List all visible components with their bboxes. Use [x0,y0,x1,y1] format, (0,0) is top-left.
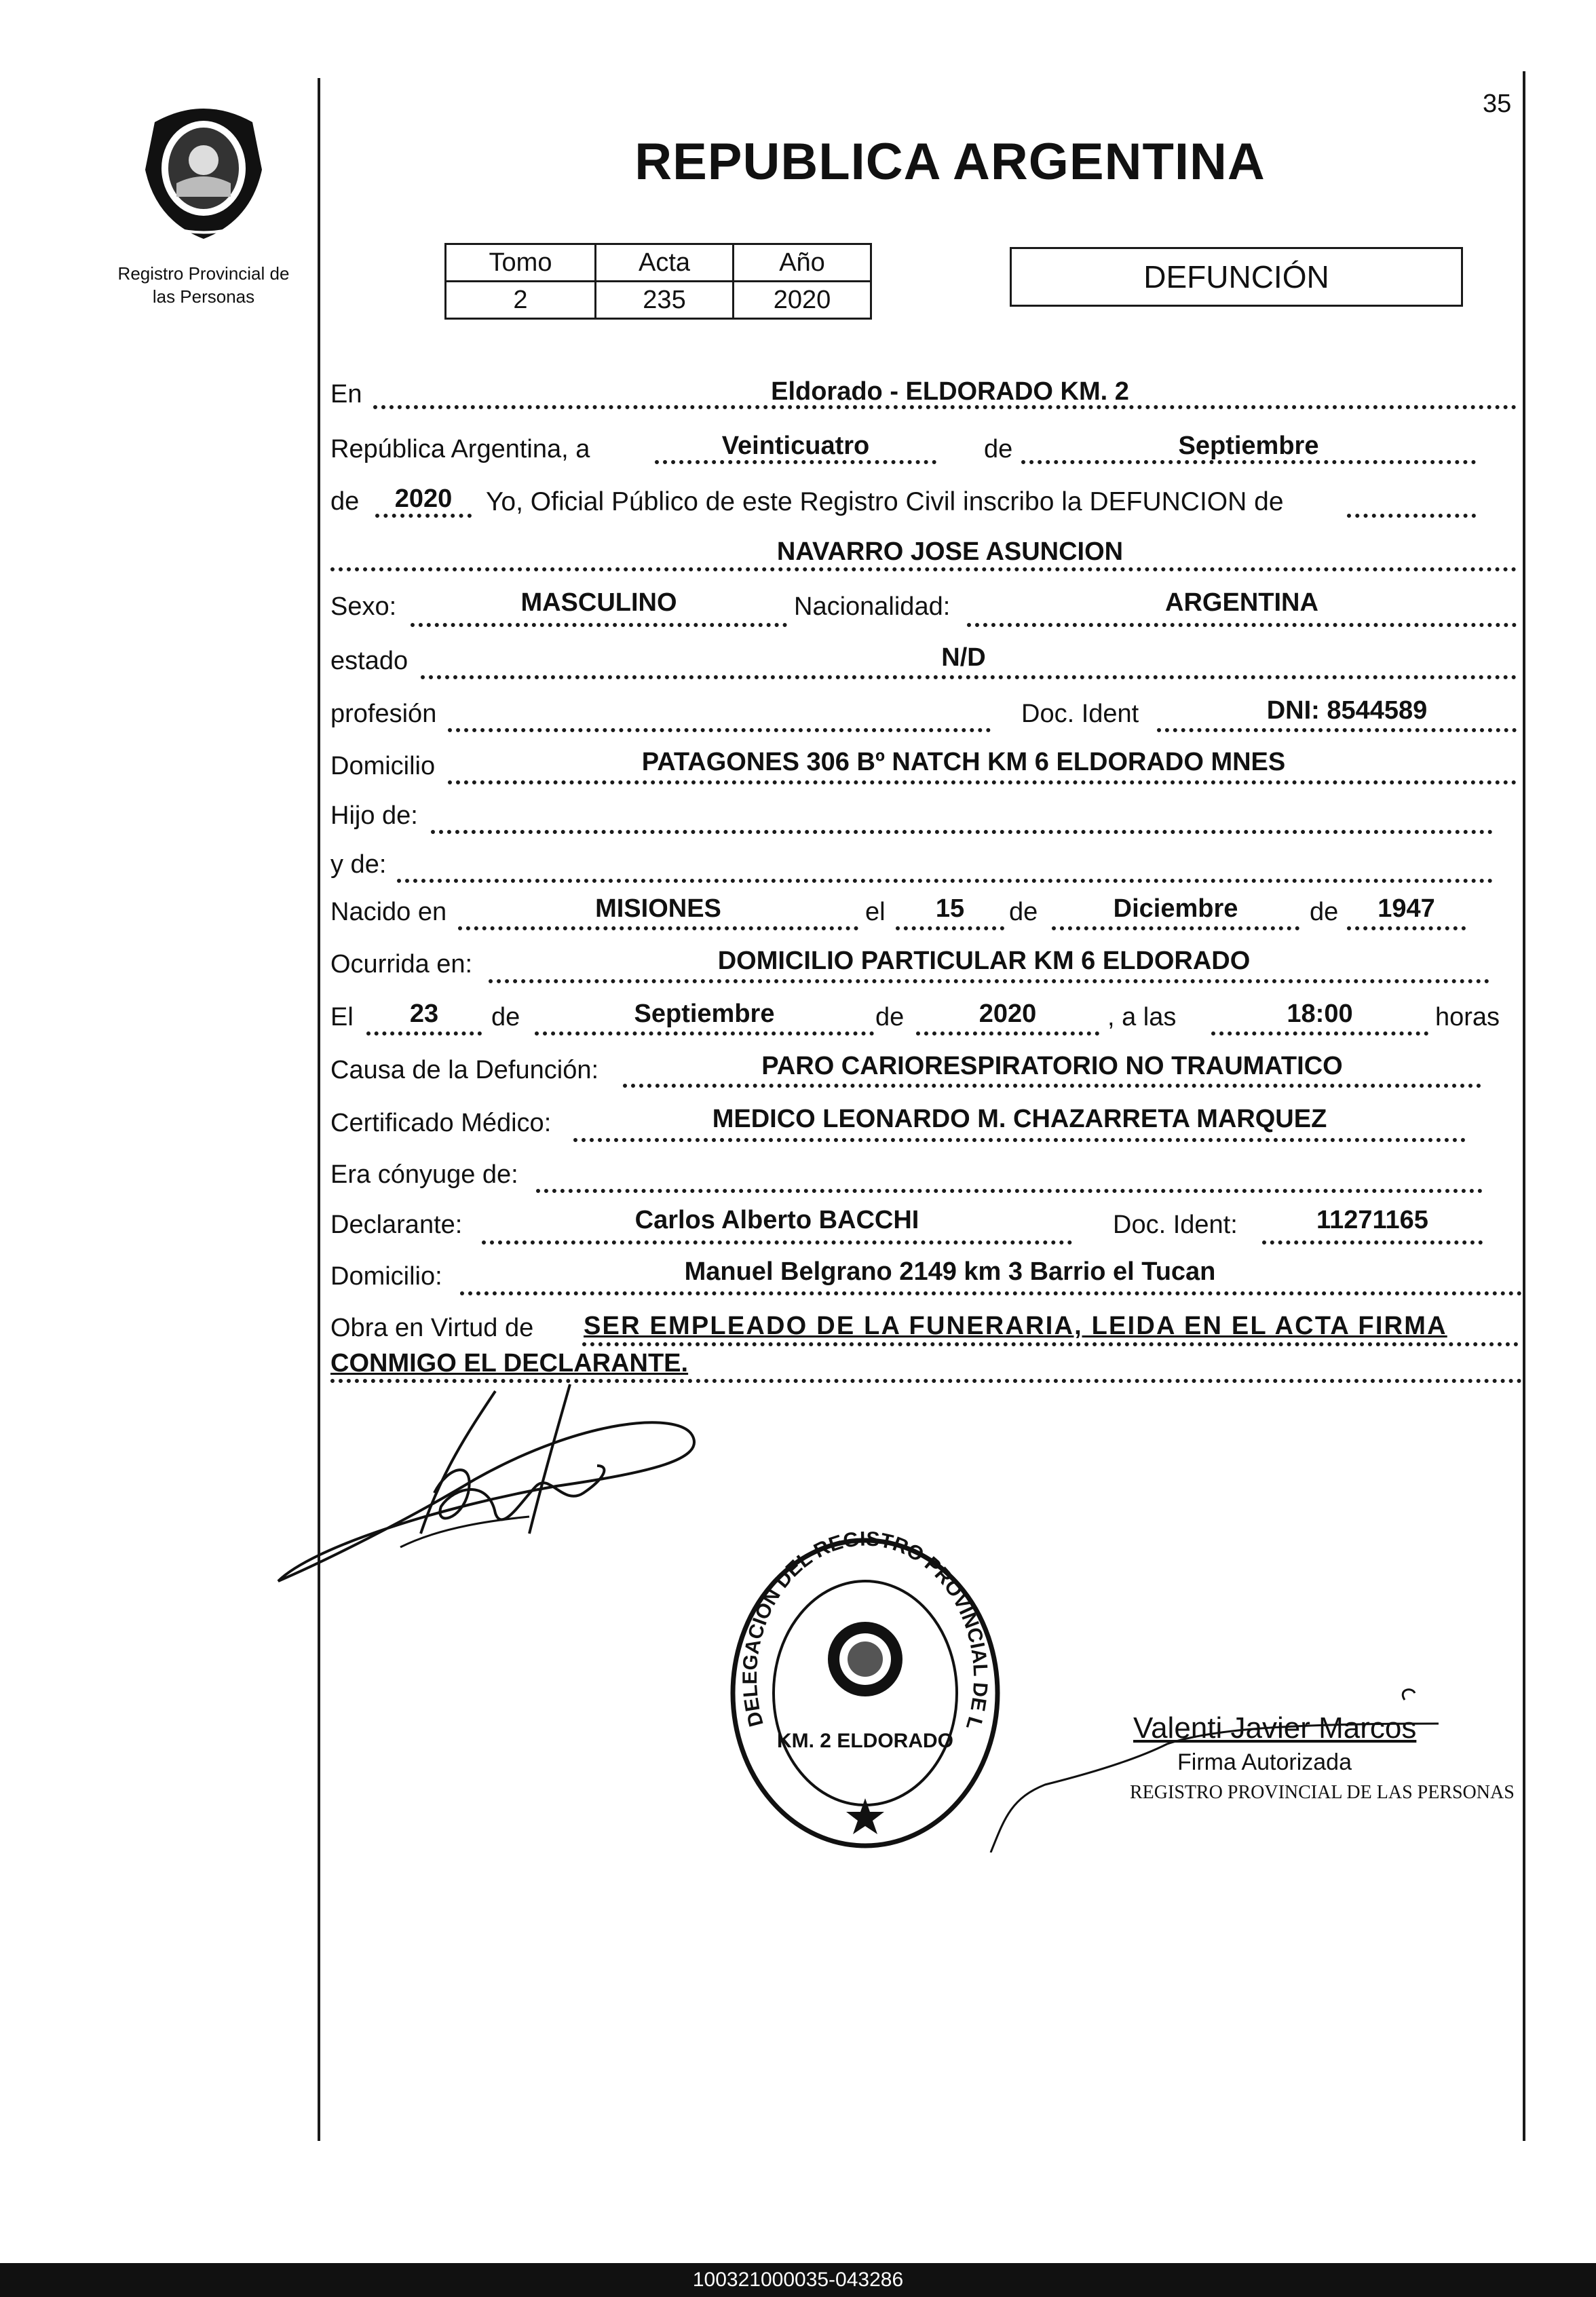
registry-logo [129,95,278,244]
document-footer [0,2263,1596,2297]
value-nacido-month: Diciembre [1113,894,1238,923]
label-conyuge: Era cónyuge de: [330,1160,518,1189]
header-tomo: Tomo [446,244,596,282]
label-causa: Causa de la Defunción: [330,1056,599,1084]
dotline-day [655,460,936,464]
dotline-doc [1157,728,1517,732]
record-type: DEFUNCIÓN [1010,247,1463,307]
dotline-domicilio [448,780,1517,784]
record-table [444,243,872,320]
label-republica: República Argentina, a [330,435,590,463]
value-ocurrida: DOMICILIO PARTICULAR KM 6 ELDORADO [717,947,1251,975]
dotline-conyuge [536,1189,1483,1193]
misiones-seal-icon [129,95,278,244]
label-ocurrida: Ocurrida en: [330,950,473,979]
label-nacido-el: el [865,898,886,926]
label-a-las: , a las [1107,1003,1177,1031]
value-sexo: MASCULINO [520,588,677,617]
label-de-month: de [984,435,1013,463]
dotline-y-de [397,879,1493,883]
dotline-fecha-month [535,1031,874,1036]
value-causa: PARO CARIORESPIRATORIO NO TRAUMATICO [761,1052,1343,1080]
dotline-nacionalidad [967,623,1517,627]
value-month: Septiembre [1178,432,1319,460]
left-margin-rule [318,78,320,2141]
label-fecha-de2: de [875,1003,905,1031]
dotline-profesion [448,728,991,732]
label-domicilio: Domicilio [330,752,436,780]
document-title: REPUBLICA ARGENTINA [634,133,1266,191]
label-certificado: Certificado Médico: [330,1109,552,1137]
value-obra-line2: CONMIGO EL DECLARANTE. [330,1349,689,1378]
label-nacionalidad: Nacionalidad: [794,592,951,621]
dotline-sexo [411,623,787,627]
dotline-fecha-day [366,1031,482,1036]
label-en: En [330,380,362,409]
registry-name-line2: las Personas [152,286,255,307]
value-acta: 235 [596,282,734,319]
dotline-deceased [330,567,1517,571]
label-profesion: profesión [330,700,437,728]
value-deceased: NAVARRO JOSE ASUNCION [776,537,1124,566]
value-domicilio: PATAGONES 306 Bº NATCH KM 6 ELDORADO MNES [641,748,1286,776]
value-nacido-place: MISIONES [595,894,721,923]
label-declarante-doc: Doc. Ident: [1113,1211,1238,1239]
value-fecha-year: 2020 [978,1000,1037,1028]
value-declarante: Carlos Alberto BACCHI [634,1206,919,1234]
official-org: REGISTRO PROVINCIAL DE LAS PERSONAS [1130,1782,1515,1803]
dotline-time [1211,1031,1428,1036]
label-obra: Obra en Virtud de [330,1314,534,1342]
dotline-fecha-year [916,1031,1099,1036]
value-declarante-doc: 11271165 [1316,1206,1428,1234]
dotline-nacido-year [1347,926,1466,930]
label-horas: horas [1435,1003,1500,1031]
label-nacido: Nacido en [330,898,447,926]
dotline-inscribo [1347,514,1476,518]
dotline-ocurrida [489,979,1489,983]
value-domicilio-declarante: Manuel Belgrano 2149 km 3 Barrio el Tucan [684,1257,1216,1286]
dotline-month [1021,460,1476,464]
dotline-hijo-de [431,830,1493,834]
label-el: El [330,1003,354,1031]
label-fecha-de1: de [491,1003,520,1031]
value-nacido-day: 15 [935,894,965,923]
text-inscribo: Yo, Oficial Público de este Registro Civil inscribo la DEFUNCION de [486,487,1284,516]
stamp-outer-text: DELEGACION DEL REGISTRO PROVINCIAL DE L [738,1530,992,1732]
value-nacido-year: 1947 [1378,894,1435,923]
header-acta: Acta [596,244,734,282]
label-domicilio-declarante: Domicilio: [330,1262,442,1291]
value-day-words: Veinticuatro [721,432,870,460]
label-y-de: y de: [330,850,387,879]
dotline-estado [421,675,1517,679]
registry-name-line1: Registro Provincial de [117,263,290,284]
dotline-domicilio-declarante [460,1291,1522,1295]
dotline-obra-1 [582,1342,1519,1346]
value-nacionalidad: ARGENTINA [1165,588,1318,617]
value-anio: 2020 [734,282,871,319]
dotline-certificado [573,1138,1466,1142]
label-nacido-de1: de [1009,898,1038,926]
label-sexo: Sexo: [330,592,397,621]
footer-code: 100321000035-043286 [692,2268,904,2291]
stamp-inner-text: KM. 2 ELDORADO [776,1730,954,1752]
dotline-declarante [482,1240,1072,1245]
dotline-declarante-doc [1262,1240,1483,1245]
label-declarante: Declarante: [330,1211,463,1239]
official-name: Valenti Javier Marcos [1133,1711,1417,1745]
value-fecha-day: 23 [409,1000,439,1028]
label-hijo-de: Hijo de: [330,801,418,830]
declarant-signature [271,1378,712,1595]
dotline-year [375,514,472,518]
value-tomo: 2 [446,282,596,319]
value-year: 2020 [394,485,453,513]
value-obra-line1: SER EMPLEADO DE LA FUNERARIA, LEIDA EN EL ACTA FIRMA [584,1312,1447,1340]
signature-icon [271,1378,712,1595]
label-de-year: de [330,487,360,516]
page-number: 35 [1483,90,1512,118]
label-estado: estado [330,647,408,675]
dotline-nacido-place [458,926,858,930]
label-doc: Doc. Ident [1021,700,1139,728]
value-time: 18:00 [1287,1000,1353,1028]
official-role: Firma Autorizada [1177,1749,1352,1775]
right-margin-rule [1523,71,1525,2141]
dotline-nacido-month [1052,926,1299,930]
value-certificado: MEDICO LEONARDO M. CHAZARRETA MARQUEZ [712,1105,1327,1133]
value-estado: N/D [941,643,986,672]
header-anio: Año [734,244,871,282]
value-doc: DNI: 8544589 [1266,696,1428,725]
value-en: Eldorado - ELDORADO KM. 2 [771,377,1129,406]
dotline-nacido-day [896,926,1004,930]
value-fecha-month: Septiembre [634,1000,775,1028]
dotline-causa [623,1084,1481,1088]
label-nacido-de2: de [1310,898,1339,926]
